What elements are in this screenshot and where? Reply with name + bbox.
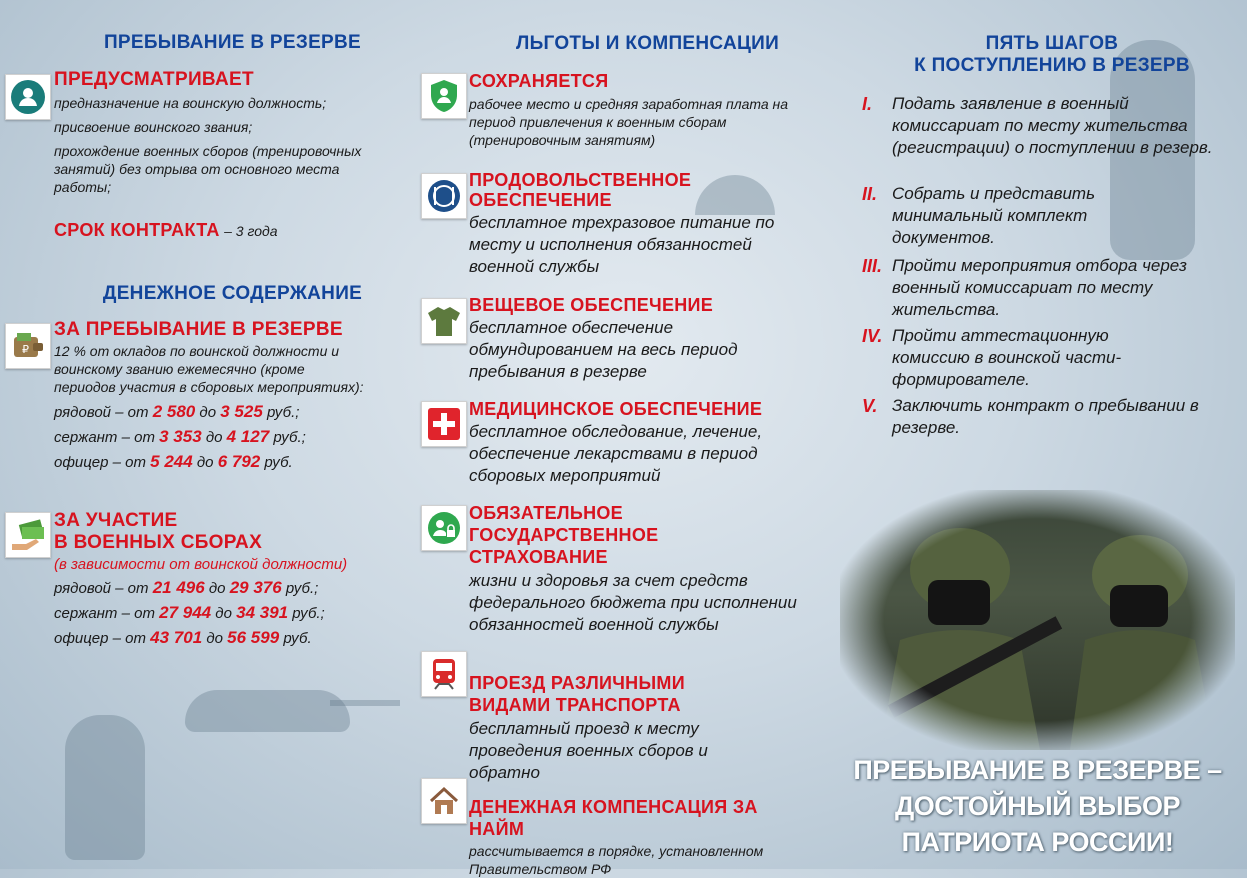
tank-silhouette xyxy=(185,690,350,732)
step-text: Пройти аттестационную комиссию в воинской части-формирователе. xyxy=(892,326,1122,389)
slogan-line: ПАТРИОТА РОССИИ! xyxy=(901,827,1174,857)
reserve-pay-desc: 12 % от окладов по воинской должности и воинскому званию ежемесячно (кроме периодов участия в сборовых мероприятиях): xyxy=(54,343,364,395)
soldiers-photo xyxy=(840,490,1235,750)
step-text: Подать заявление в военный комиссариат по месту жительства (регистрации) о поступлении в резерв. xyxy=(892,94,1213,157)
person-icon xyxy=(5,74,51,120)
camp-pay-heading-2: В ВОЕННЫХ СБОРАХ xyxy=(54,532,263,553)
benefit-heading: МЕДИЦИНСКОЕ ОБЕСПЕЧЕНИЕ xyxy=(469,399,763,419)
col3-title: ПЯТЬ ШАГОВ xyxy=(985,33,1119,54)
pay-row: сержант – от 3 353 до 4 127 руб.; xyxy=(54,427,306,446)
step-item xyxy=(862,325,1242,391)
step-text: Собрать и представить минимальный комплект документов. xyxy=(892,184,1096,247)
camp-pay-note: (в зависимости от воинской должности) xyxy=(54,556,348,573)
provides-item: предназначение на воинскую должность; xyxy=(54,95,327,111)
step-item xyxy=(862,395,1242,439)
cutlery-icon xyxy=(421,173,467,219)
pay-from: 5 244 xyxy=(150,452,193,471)
provides-item: присвоение воинского звания; xyxy=(54,119,253,135)
benefit-item xyxy=(469,672,799,784)
step-text: Заключить контракт о пребывании в резерве. xyxy=(892,396,1199,437)
pay-to: 4 127 xyxy=(226,427,270,446)
medical-cross-icon xyxy=(421,401,467,447)
pay-from: 27 944 xyxy=(159,603,212,622)
benefit-item xyxy=(469,71,829,149)
pay-from: 3 353 xyxy=(159,427,202,446)
step-number: V. xyxy=(862,396,878,416)
benefit-item xyxy=(469,399,814,487)
shield-person-icon xyxy=(421,73,467,119)
house-icon xyxy=(421,778,467,824)
benefit-heading: ОБЯЗАТЕЛЬНОЕ ГОСУДАРСТВЕННОЕ СТРАХОВАНИЕ xyxy=(469,503,659,567)
benefit-heading: ДЕНЕЖНАЯ КОМПЕНСАЦИЯ ЗА НАЙМ xyxy=(469,797,758,839)
contract-term xyxy=(54,220,278,241)
benefit-item xyxy=(469,796,819,878)
pay-to: 34 391 xyxy=(236,603,289,622)
benefit-heading: ПРОЕЗД РАЗЛИЧНЫМИ ВИДАМИ ТРАНСПОРТА xyxy=(469,673,685,715)
contract-value: – 3 года xyxy=(224,223,278,239)
provides-heading: ПРЕДУСМАТРИВАЕТ xyxy=(54,69,254,90)
benefit-heading: СОХРАНЯЕТСЯ xyxy=(469,71,609,91)
camp-pay-block xyxy=(54,511,424,651)
pay-to: 3 525 xyxy=(220,402,263,421)
pay-row: рядовой – от 2 580 до 3 525 руб.; xyxy=(54,402,300,421)
pay-row: сержант – от 27 944 до 34 391 руб.; xyxy=(54,603,325,622)
pay-to: 6 792 xyxy=(217,452,261,471)
jacket-icon xyxy=(421,298,467,344)
pay-from: 43 701 xyxy=(150,628,203,647)
pay-to: 56 599 xyxy=(227,628,280,647)
contract-label: СРОК КОНТРАКТА xyxy=(54,220,220,240)
insurance-lock-icon xyxy=(421,505,467,551)
col1-title: ПРЕБЫВАНИЕ В РЕЗЕРВЕ xyxy=(103,32,362,53)
benefit-heading: ПРОДОВОЛЬСТВЕННОЕ ОБЕСПЕЧЕНИЕ xyxy=(469,170,692,210)
benefit-text: бесплатное обследование, лечение, обеспечение лекарствами в период сборовых мероприятий xyxy=(469,422,763,485)
pay-from: 2 580 xyxy=(152,402,196,421)
step-number: II. xyxy=(862,184,878,204)
tank-barrel-silhouette xyxy=(330,700,400,706)
slogan xyxy=(840,752,1235,860)
pay-row: рядовой – от 21 496 до 29 376 руб.; xyxy=(54,578,319,597)
wallet-icon xyxy=(5,323,51,369)
step-number: III. xyxy=(862,256,883,276)
train-icon xyxy=(421,651,467,697)
benefit-heading: ВЕЩЕВОЕ ОБЕСПЕЧЕНИЕ xyxy=(469,295,714,315)
step-item xyxy=(862,255,1242,321)
benefit-item xyxy=(469,170,799,278)
benefit-item xyxy=(469,295,809,383)
benefit-text: бесплатное трехразовое питание по месту и исполнения обязанностей военной службы xyxy=(469,213,775,276)
benefit-text: бесплатное обеспечение обмундированием на весь период пребывания в резерве xyxy=(469,318,738,381)
svg-text:₽: ₽ xyxy=(22,343,29,356)
step-number: I. xyxy=(862,94,873,114)
benefit-item xyxy=(469,502,809,636)
benefit-text: жизни и здоровья за счет средств федерального бюджета при исполнении обязанностей военной службы xyxy=(469,571,797,634)
step-item xyxy=(862,93,1242,159)
reserve-pay-block xyxy=(54,320,414,475)
col3-title-2: К ПОСТУПЛЕНИЮ В РЕЗЕРВ xyxy=(914,55,1190,76)
provides-item: прохождение военных сборов (тренировочных занятий) без отрыва от основного места работы; xyxy=(54,143,362,195)
pay-row: офицер – от 5 244 до 6 792 руб. xyxy=(54,452,293,471)
reserve-pay-heading: ЗА ПРЕБЫВАНИЕ В РЕЗЕРВЕ xyxy=(54,319,343,340)
col2-title: ЛЬГОТЫ И КОМПЕНСАЦИИ xyxy=(515,33,780,54)
benefit-text: рассчитывается в порядке, установленном Правительством РФ xyxy=(469,843,764,877)
soldier-silhouette xyxy=(65,715,145,860)
pay-to: 29 376 xyxy=(229,578,282,597)
money-title: ДЕНЕЖНОЕ СОДЕРЖАНИЕ xyxy=(102,283,363,304)
step-number: IV. xyxy=(862,326,883,346)
step-item xyxy=(862,183,1242,249)
pay-from: 21 496 xyxy=(152,578,205,597)
slogan-line: ПРЕБЫВАНИЕ В РЕЗЕРВЕ – xyxy=(853,755,1222,785)
pay-row: офицер – от 43 701 до 56 599 руб. xyxy=(54,628,312,647)
step-text: Пройти мероприятия отбора через военный комиссариат по месту жительства. xyxy=(892,256,1187,319)
slogan-line: ДОСТОЙНЫЙ ВЫБОР xyxy=(895,791,1180,821)
provides-block xyxy=(54,70,414,196)
camp-pay-heading: ЗА УЧАСТИЕ xyxy=(54,510,178,531)
benefit-text: рабочее место и средняя заработная плата на период привлечения к военным сборам (тренировочным занятиям) xyxy=(469,96,789,148)
money-hand-icon xyxy=(5,512,51,558)
benefit-text: бесплатный проезд к месту проведения военных сборов и обратно xyxy=(469,719,708,782)
